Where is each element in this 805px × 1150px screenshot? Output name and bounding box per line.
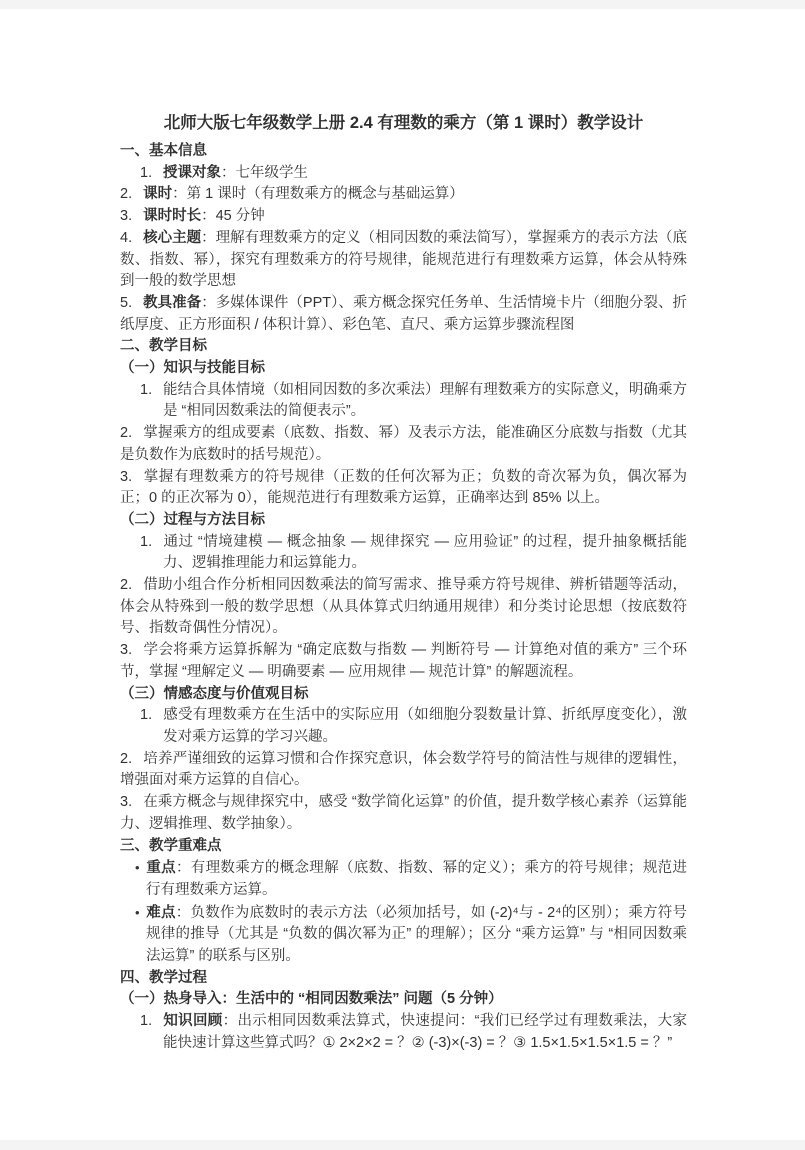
difficult-points-item	[120, 902, 687, 968]
item-text: 三、教学重难点	[120, 837, 222, 854]
item-text: ：多媒体课件（PPT）、乘方概念探究任务单、生活情境卡片（细胞分裂、折纸厚度、正方形面积 / 体积计算）、彩色笔、直尺、乘方运算步骤流程图	[120, 294, 688, 333]
section-4-heading	[120, 968, 687, 990]
objectives-knowledge-heading	[120, 358, 687, 380]
item-text: （二）过程与方法目标	[120, 511, 265, 528]
list-number: 3.	[120, 208, 133, 225]
top-edge	[0, 0, 805, 9]
section-2-heading	[120, 336, 687, 358]
objectives-affective-heading	[120, 684, 687, 706]
basic-info-item-3	[120, 206, 687, 228]
warmup-knowledge-review	[120, 1011, 687, 1054]
item-label: 教具准备	[143, 294, 202, 311]
item-text: 在乘方概念与规律探究中，感受 “数学简化运算” 的价值，提升数学核心素养（运算能力、逻辑推理、数学抽象）。	[120, 794, 687, 832]
item-label: 课时	[143, 186, 173, 203]
item-label: 授课对象	[163, 164, 221, 181]
item-label: 难点	[146, 904, 176, 921]
process-objective-3	[120, 640, 687, 683]
affective-objective-2	[120, 749, 687, 792]
document-content	[0, 9, 805, 1055]
list-number: 2.	[120, 186, 133, 203]
knowledge-objective-2	[120, 423, 687, 466]
list-number: 1.	[140, 707, 153, 724]
bullet-marker: •	[135, 860, 140, 876]
item-text: （一）知识与技能目标	[120, 360, 265, 377]
item-label: 核心主题	[143, 229, 202, 246]
section-1-heading	[120, 141, 687, 163]
item-text: ：理解有理数乘方的定义（相同因数的乘法简写），掌握乘方的表示方法（底数、指数、幂），探究有理数乘方的符号规律，能规范进行有理数乘方运算，体会从特殊到一般的数学思想	[120, 229, 688, 290]
item-text: 感受有理数乘方在生活中的实际应用（如细胞分裂数量计算、折纸厚度变化），激发对乘方运算的学习兴趣。	[163, 707, 687, 745]
list-number: 1.	[140, 381, 153, 398]
knowledge-objective-1	[120, 380, 687, 423]
list-number: 2.	[120, 577, 133, 594]
affective-objective-3	[120, 792, 687, 835]
list-number: 1.	[140, 1013, 153, 1030]
item-text: 掌握有理数乘方的符号规律（正数的任何次幂为正；负数的奇次幂为负，偶次幂为正；0 的正次幂为 0），能规范进行有理数乘方运算，正确率达到 85% 以上。	[120, 468, 687, 507]
item-text: ：出示相同因数乘法算式，快速提问：“我们已经学过有理数乘法，大家能快速计算这些算式吗？① 2×2×2 = ？② (-3)×(-3) = ？③ 1.5×1.5×1.5×1.5 = ？”	[163, 1013, 688, 1051]
item-text: （三）情感态度与价值观目标	[120, 685, 309, 702]
basic-info-item-4	[120, 228, 687, 293]
list-number: 3.	[120, 642, 133, 659]
item-text: ：第 1 课时（有理数乘方的概念与基础运算）	[172, 186, 464, 203]
list-number: 1.	[140, 533, 153, 550]
item-text: 培养严谨细致的运算习惯和合作探究意识，体会数学符号的简洁性与规律的逻辑性，增强面对乘方运算的自信心。	[120, 750, 687, 789]
process-objective-1	[120, 532, 687, 575]
item-text: 一、基本信息	[120, 143, 207, 159]
knowledge-objective-3	[120, 467, 687, 510]
list-number: 2.	[120, 425, 133, 442]
item-text: 能结合具体情境（如相同因数的多次乘法）理解有理数乘方的实际意义，明确乘方是 “相同因数乘法的简便表示”。	[163, 381, 687, 420]
item-text: ：七年级学生	[221, 164, 308, 181]
basic-info-item-1	[120, 163, 687, 185]
item-text: 二、教学目标	[120, 338, 207, 355]
item-label: 课时时长	[143, 208, 202, 225]
list-number: 5.	[120, 294, 133, 311]
section-3-heading	[120, 836, 687, 858]
item-text: ：45 分钟	[201, 208, 265, 225]
item-text: 掌握乘方的组成要素（底数、指数、幂）及表示方法，能准确区分底数与指数（尤其是负数作为底数时的括号规范）。	[120, 425, 687, 463]
bullet-marker: •	[135, 904, 140, 920]
document-title: 北师大版七年级数学上册 2.4 有理数的乘方（第 1 课时）教学设计	[163, 114, 644, 132]
list-number: 3.	[120, 468, 133, 485]
process-warmup-heading	[120, 989, 687, 1011]
item-text: 学会将乘方运算拆解为 “确定底数与指数 — 判断符号 — 计算绝对值的乘方” 三个环节，掌握 “理解定义 — 明确要素 — 应用规律 — 规范计算” 的解题流程。	[120, 642, 687, 680]
process-objective-2	[120, 575, 687, 640]
item-label: 知识回顾	[163, 1013, 223, 1030]
bottom-edge	[0, 1140, 805, 1150]
list-number: 4.	[120, 229, 133, 246]
basic-info-item-2	[120, 184, 687, 206]
objectives-process-heading	[120, 510, 687, 532]
list-number: 1.	[140, 164, 153, 181]
list-number: 2.	[120, 750, 133, 767]
key-points-item	[120, 857, 687, 901]
list-number: 3.	[120, 794, 133, 811]
item-label: 重点	[146, 860, 176, 877]
document-body	[120, 141, 687, 1055]
item-text: 四、教学过程	[120, 969, 207, 986]
item-text: ：负数作为底数时的表示方法（必须加括号，如 (-2)⁴与 - 2⁴的区别）；乘方符号规律的推导（尤其是 “负数的偶次幂为正” 的理解）；区分 “乘方运算” 与 “相同因数乘法运算” 的联系与区别。	[146, 904, 687, 965]
basic-info-item-5	[120, 293, 687, 336]
item-text: ：有理数乘方的概念理解（底数、指数、幂的定义）；乘方的符号规律；规范进行有理数乘方运算。	[146, 860, 687, 898]
item-text: 借助小组合作分析相同因数乘法的简写需求、推导乘方符号规律、辨析错题等活动，体会从特殊到一般的数学思想（从具体算式归纳通用规律）和分类讨论思想（按底数符号、指数奇偶性分情况）。	[120, 577, 687, 637]
item-text: 通过 “情境建模 — 概念抽象 — 规律探究 — 应用验证” 的过程，提升抽象概括能力、逻辑推理能力和运算能力。	[163, 533, 687, 572]
item-text: （一）热身导入：生活中的 “相同因数乘法” 问题（5 分钟）	[120, 991, 503, 1008]
affective-objective-1	[120, 705, 687, 748]
